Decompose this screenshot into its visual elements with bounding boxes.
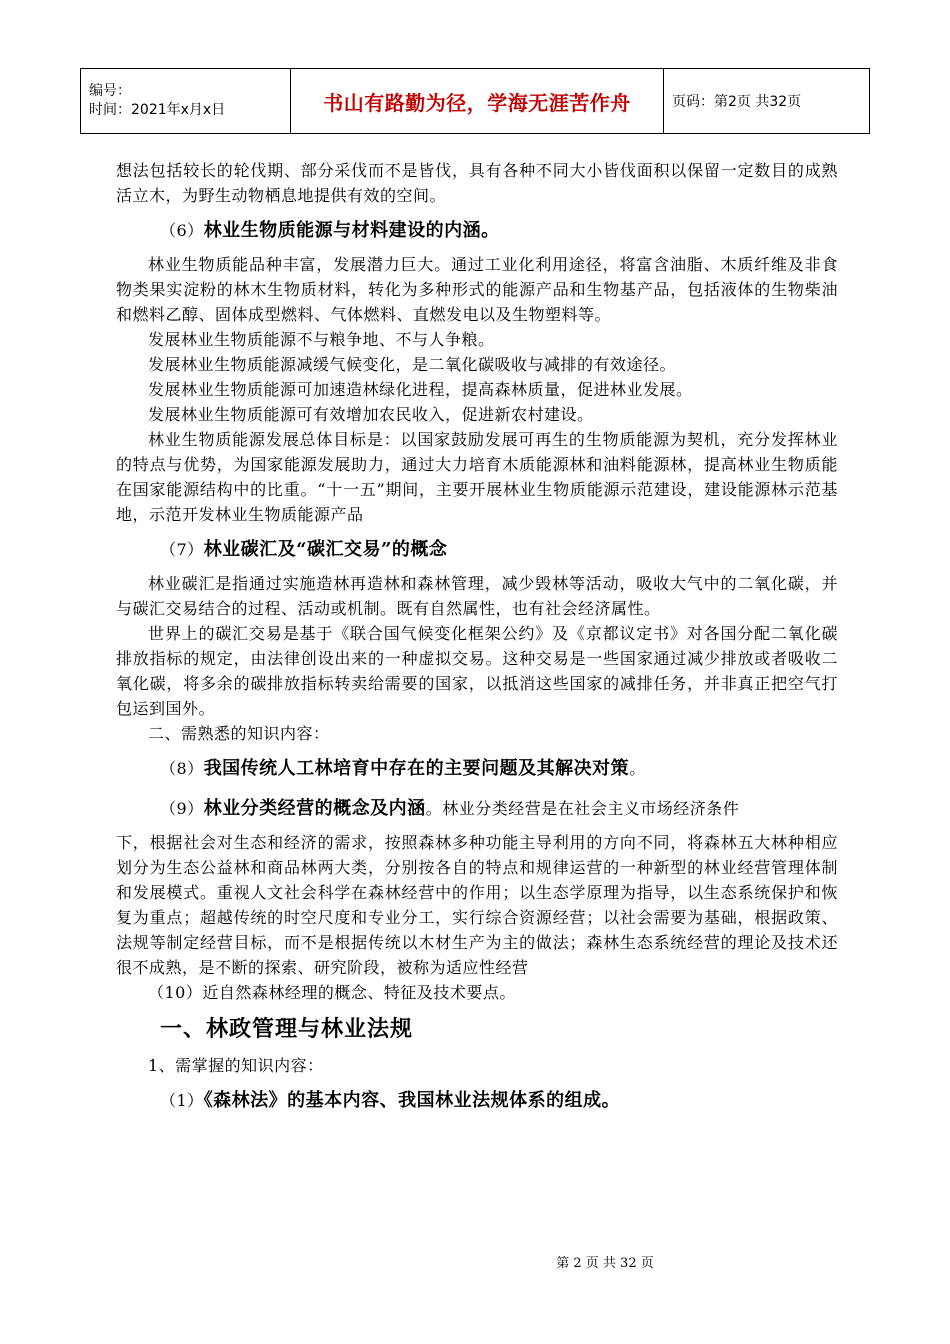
paragraph-6-5: 发展林业生物质能源可有效增加农民收入，促进新农村建设。 xyxy=(148,405,594,424)
heading-8-title: 我国传统人工林培育中存在的主要问题及其解决对策 xyxy=(203,758,630,779)
page-content xyxy=(116,158,838,1114)
heading-9 xyxy=(116,796,838,822)
chapter-heading: 一、林政管理与林业法规 xyxy=(160,1016,414,1042)
heading-8-tail: 。 xyxy=(629,759,646,778)
page-footer: 第 2 页 共 32 页 xyxy=(556,1256,654,1271)
heading-9-tail: 。林业分类经营是在社会主义市场经济条件 xyxy=(425,799,740,818)
heading-8 xyxy=(116,756,838,782)
heading-7 xyxy=(116,537,838,563)
paragraph-6-3: 发展林业生物质能源减缓气候变化，是二氧化碳吸收与减排的有效途径。 xyxy=(148,355,677,374)
heading-9-number: （9） xyxy=(160,799,204,818)
document-header xyxy=(80,68,870,134)
heading-8-number: （8） xyxy=(160,759,204,778)
paragraph-6-2: 发展林业生物质能源不与粮争地、不与人争粮。 xyxy=(148,330,495,349)
paragraph-9-1: 下，根据社会对生态和经济的需求，按照森林多种功能主导利用的方向不同，将森林五大林种相应划分为生态公益林和商品林两大类，分别按各自的特点和规律运营的一种新型的林业经营管理体制和发展模式。重视人文社会科学在森林经营中的作用；以生态学原理为指导，以生态系统保护和恢复为重点；超越传统的时空尺度和专业分工，实行综合资源经营；以社会需要为基础，根据政策、法规等制定经营目标，而不是根据传统以木材生产为主的做法；森林生态系统经营的理论及技术还很不成熟，是不断的探索、研究阶段，被称为适应性经营 xyxy=(116,833,838,977)
heading-6-title: 林业生物质能源与材料建设的内涵。 xyxy=(203,220,500,241)
header-time-label: 时间：2021年x月x日 xyxy=(89,102,226,118)
heading-6 xyxy=(116,218,838,244)
paragraph-section-2: 二、需熟悉的知识内容： xyxy=(148,724,330,743)
paragraph-section-1: 1、需掌握的知识内容： xyxy=(148,1056,324,1075)
paragraph-7-2: 世界上的碳汇交易是基于《联合国气候变化框架公约》及《京都议定书》对各国分配二氧化碳排放指标的规定，由法律创设出来的一种虚拟交易。这种交易是一些国家通过减少排放或者吸收二氧化碳，将多余的碳排放指标转卖给需要的国家，以抵消这些国家的减排任务，并非真正把空气打包运到国外。 xyxy=(116,624,838,718)
paragraph-6-1: 林业生物质能品种丰富，发展潜力巨大。通过工业化利用途径，将富含油脂、木质纤维及非食物类果实淀粉的林木生物质材料，转化为多种形式的能源产品和生物基产品，包括液体的生物柴油和燃料乙醇、固体成型燃料、气体燃料、直燃发电以及生物塑料等。 xyxy=(116,255,838,324)
paragraph-7-1: 林业碳汇是指通过实施造林再造林和森林管理，减少毁林等活动，吸收大气中的二氧化碳，并与碳汇交易结合的过程、活动或机制。既有自然属性，也有社会经济属性。 xyxy=(116,574,838,618)
header-motto: 书山有路勤为径，学海无涯苦作舟 xyxy=(291,69,664,134)
paragraph-6-6: 林业生物质能源发展总体目标是：以国家鼓励发展可再生的生物质能源为契机，充分发挥林业的特点与优势，为国家能源发展助力，通过大力培育木质能源林和油料能源林，提高林业生物质能在国家能源结构中的比重。“十一五”期间，主要开展林业生物质能源示范建设，建设能源林示范基地，示范开发林业生物质能源产品 xyxy=(116,430,838,524)
header-page-info: 页码：第2页 共32页 xyxy=(664,69,870,134)
heading-7-number: （7） xyxy=(160,540,204,559)
header-meta-cell xyxy=(81,69,291,134)
heading-9-title: 林业分类经营的概念及内涵 xyxy=(203,798,426,819)
paragraph-intro: 想法包括较长的轮伐期、部分采伐而不是皆伐，具有各种不同大小皆伐面积以保留一定数目的成熟活立木，为野生动物栖息地提供有效的空间。 xyxy=(116,161,838,205)
paragraph-6-4: 发展林业生物质能源可加速造林绿化进程，提高森林质量，促进林业发展。 xyxy=(148,380,693,399)
heading-6-number: （6） xyxy=(160,221,204,240)
heading-7-title: 林业碳汇及“碳汇交易”的概念 xyxy=(203,539,448,560)
paragraph-10: （10）近自然森林经理的概念、特征及技术要点。 xyxy=(148,983,516,1002)
heading-1-number: （1） xyxy=(160,1091,204,1110)
heading-1 xyxy=(116,1088,838,1114)
heading-1-title: 《森林法》的基本内容、我国林业法规体系的组成。 xyxy=(203,1090,621,1111)
header-number-label: 编号： xyxy=(89,83,131,99)
